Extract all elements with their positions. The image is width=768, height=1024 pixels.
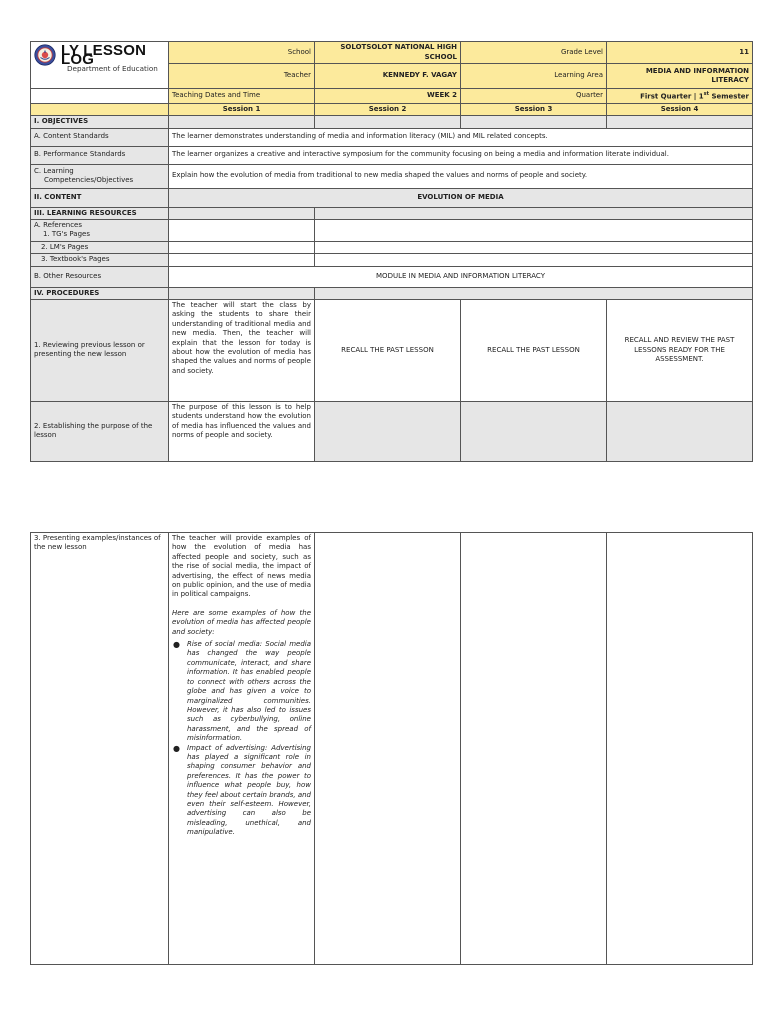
list-item: ● Impact of advertising: Advertising has played a significant role in shaping consumer behavior and preferences. It has the power to influence what people buy, how they feel about certain brands, and even their self-esteem. However, advertising can also be misleading, unethical, and manipulative.: [187, 744, 311, 838]
content-topic: EVOLUTION OF MEDIA: [169, 188, 753, 207]
procedure-1-session-2: RECALL THE PAST LESSON: [315, 299, 461, 401]
procedures-heading: IV. PROCEDURES: [31, 287, 169, 299]
references-label: A. References 1. TG's Pages: [31, 219, 169, 241]
textbook-pages-label: 3. Textbook's Pages: [31, 254, 169, 266]
content-heading: II. CONTENT: [31, 188, 169, 207]
grade-level-label: Grade Level: [461, 42, 607, 64]
objectives-heading: I. OBJECTIVES: [31, 116, 169, 128]
session-header: Session 4: [607, 103, 753, 115]
teaching-dates-value: WEEK 2: [315, 89, 461, 104]
procedure-1-session-1: The teacher will start the class by asking the students to share their understanding of traditional media and new media. Then, the teacher will explain that the lesson for today is about how the evolution of media has shaped the values and norms of people and society.: [169, 299, 315, 401]
procedure-1-session-4: RECALL AND REVIEW THE PAST LESSONS READY FOR THE ASSESSMENT.: [607, 299, 753, 401]
learning-resources-heading: III. LEARNING RESOURCES: [31, 207, 169, 219]
content-standards-label: A. Content Standards: [31, 128, 169, 146]
performance-standards-text: The learner organizes a creative and interactive symposium for the community focusing on being a media and information literate individual.: [169, 146, 753, 164]
procedure-3-examples-intro: Here are some examples of how the evolution of media has affected people and society:: [172, 608, 311, 636]
teacher-value: KENNEDY F. VAGAY: [315, 64, 461, 89]
procedure-1-session-3: RECALL THE PAST LESSON: [461, 299, 607, 401]
performance-standards-label: B. Performance Standards: [31, 146, 169, 164]
procedure-3-session-3: [461, 533, 607, 965]
header-blank-cell: [31, 89, 169, 104]
other-resources-value: MODULE IN MEDIA AND INFORMATION LITERACY: [169, 266, 753, 287]
procedure-3-intro: The teacher will provide examples of how the evolution of media has affected people and society, such as the rise of social media, the impact of advertising, the effect of news media on public opinion, and the use of media in political campaigns.: [172, 534, 311, 599]
quarter-label: Quarter: [461, 89, 607, 104]
procedure-3-label: 3. Presenting examples/instances of the new lesson: [31, 533, 169, 965]
session-header: Session 3: [461, 103, 607, 115]
lm-pages-label: 2. LM's Pages: [31, 241, 169, 253]
department-name: Department of Education: [67, 64, 158, 73]
header-logo-block: [31, 42, 169, 89]
session-header: Session 2: [315, 103, 461, 115]
deped-seal-icon: [34, 44, 56, 66]
procedure-2-session-1: The purpose of this lesson is to help students understand how the evolution of media has influenced the values and norms of people and society.: [169, 401, 315, 461]
content-standards-text: The learner demonstrates understanding of media and information literacy (MIL) and MIL related concepts.: [169, 128, 753, 146]
list-item: ● Rise of social media: Social media has changed the way people communicate, interact, and share information. It has enabled people to connect with others across the globe and has given a voice to marginalized communities. However, it has also led to issues such as cyberbullying, online harassment, and the spread of misinformation.: [187, 640, 311, 743]
teaching-dates-label: Teaching Dates and Time: [169, 89, 315, 104]
teacher-label: Teacher: [169, 64, 315, 89]
learning-area-label: Learning Area: [461, 64, 607, 89]
competencies-label: C. Learning Competencies/Objectives: [31, 164, 169, 188]
procedure-3-examples-list: [172, 640, 311, 838]
school-label: School: [169, 42, 315, 64]
lesson-log-table-continued: [30, 532, 753, 965]
procedure-1-label: 1. Reviewing previous lesson or presenting the new lesson: [31, 299, 169, 401]
lesson-log-page-2: [30, 532, 752, 965]
session-header: Session 1: [169, 103, 315, 115]
sessions-blank-cell: [31, 103, 169, 115]
lesson-log-table: [30, 41, 753, 462]
other-resources-label: B. Other Resources: [31, 266, 169, 287]
procedure-3-session-1: [169, 533, 315, 965]
procedure-2-label: 2. Establishing the purpose of the lesson: [31, 401, 169, 461]
learning-area-value: MEDIA AND INFORMATION LITERACY: [607, 64, 753, 89]
school-value: SOLOTSOLOT NATIONAL HIGH SCHOOL: [315, 42, 461, 64]
competencies-text: Explain how the evolution of media from traditional to new media shaped the values and norms of people and society.: [169, 164, 753, 188]
grade-level-value: 11: [607, 42, 753, 64]
document-title: LY LESSON LOG: [61, 42, 147, 69]
procedure-3-session-4: [607, 533, 753, 965]
quarter-value: First Quarter | 1st Semester: [607, 89, 753, 104]
procedure-3-session-2: [315, 533, 461, 965]
lesson-log-page-1: [30, 41, 752, 462]
